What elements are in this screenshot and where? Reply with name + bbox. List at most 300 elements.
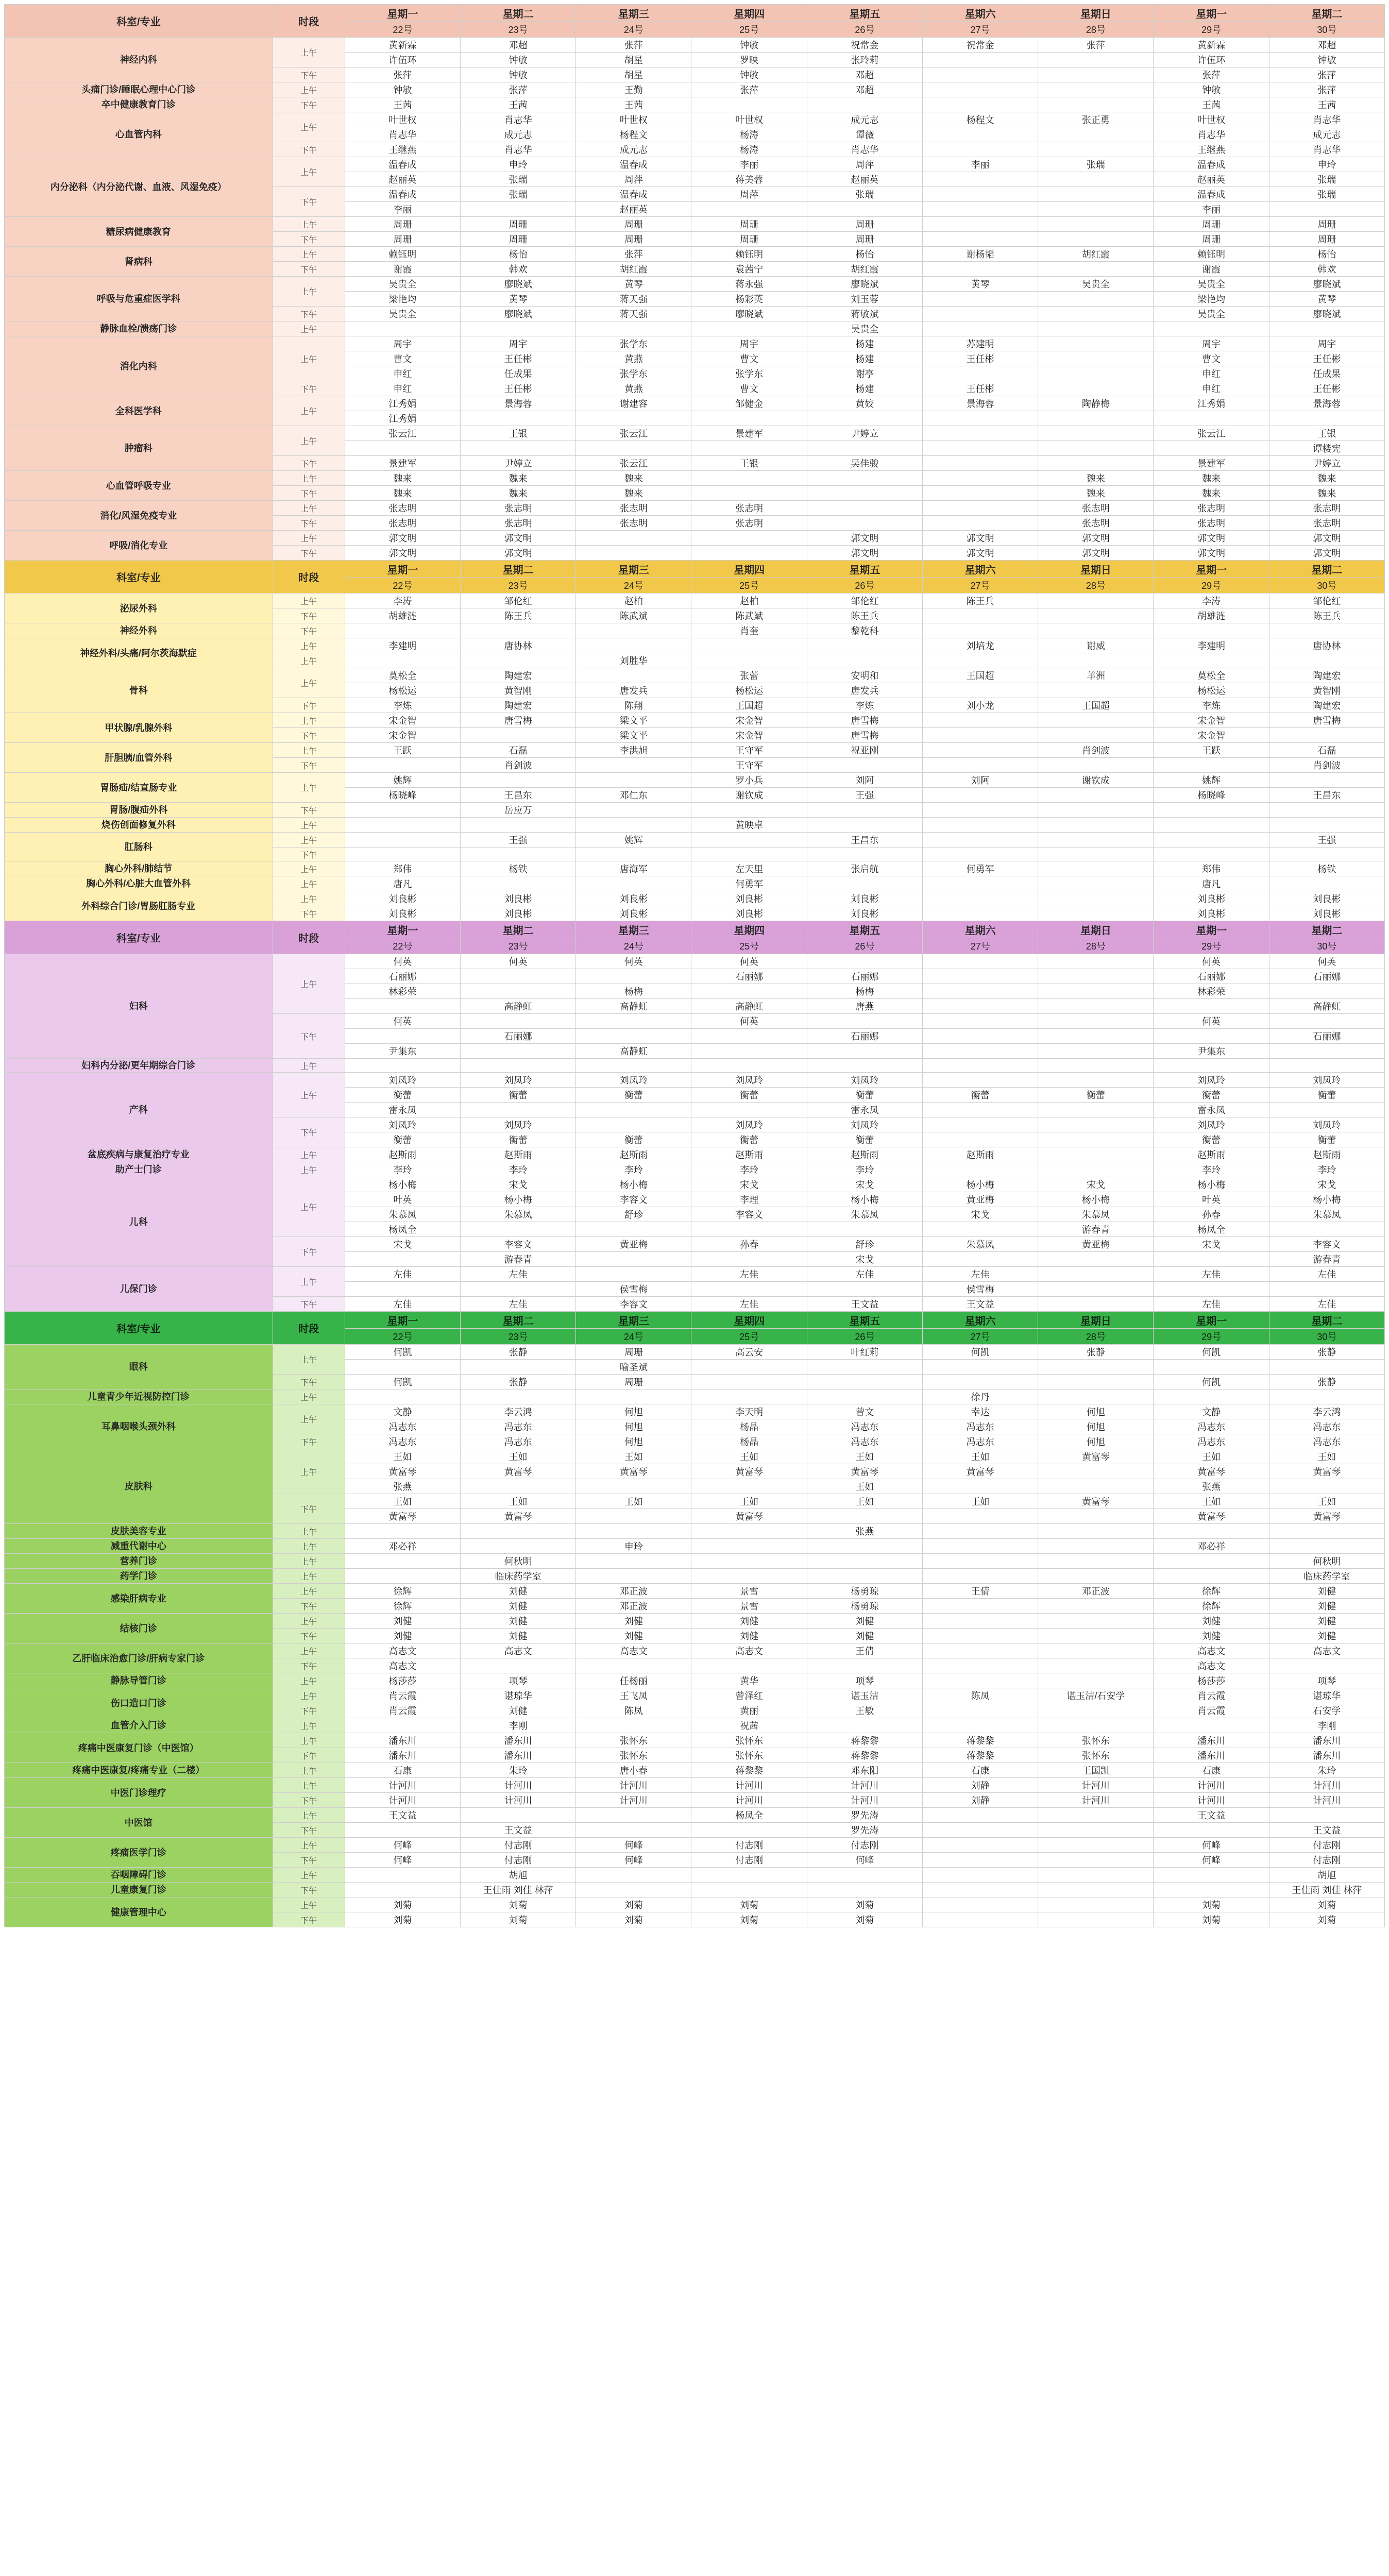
- doctor-cell: 景建军: [691, 426, 807, 441]
- doctor-cell: 周珊: [691, 217, 807, 232]
- doctor-cell: [1154, 1718, 1269, 1733]
- doctor-cell: 徐丹: [922, 1389, 1038, 1404]
- doctor-cell: 温春成: [1154, 157, 1269, 172]
- table-row: [5, 1449, 1385, 1464]
- doctor-cell: [922, 172, 1038, 187]
- doctor-cell: 羊洲: [1038, 668, 1154, 683]
- doctor-cell: 岳应万: [460, 803, 575, 818]
- doctor-cell: 杨梅: [576, 984, 691, 999]
- column-header-date: 26号: [807, 1329, 922, 1345]
- doctor-cell: [922, 1554, 1038, 1569]
- doctor-cell: 尹集东: [345, 1044, 460, 1059]
- doctor-cell: [1038, 366, 1154, 381]
- period-label: 下午: [273, 232, 345, 247]
- doctor-cell: [922, 1375, 1038, 1389]
- doctor-cell: 何英: [691, 1014, 807, 1029]
- doctor-cell: 周珊: [576, 217, 691, 232]
- column-header-date: 23号: [460, 22, 575, 38]
- doctor-cell: [922, 187, 1038, 202]
- doctor-cell: [691, 638, 807, 653]
- doctor-cell: 曾文: [807, 1404, 922, 1419]
- column-header-date: 22号: [345, 22, 460, 38]
- doctor-cell: 谢钦成: [1038, 773, 1154, 788]
- doctor-cell: 幸达: [922, 1404, 1038, 1419]
- period-label: 上午: [273, 157, 345, 187]
- doctor-cell: [1269, 818, 1384, 833]
- doctor-cell: [1038, 142, 1154, 157]
- doctor-cell: [922, 456, 1038, 471]
- doctor-cell: 左佳: [691, 1297, 807, 1312]
- doctor-cell: 何凯: [345, 1375, 460, 1389]
- doctor-cell: [1038, 336, 1154, 351]
- department-name: 血管介入门诊: [5, 1718, 273, 1733]
- doctor-cell: 钟敏: [1269, 53, 1384, 67]
- doctor-cell: 张静: [1038, 1345, 1154, 1360]
- doctor-cell: 左佳: [922, 1267, 1038, 1282]
- doctor-cell: [460, 321, 575, 336]
- doctor-cell: [1269, 1103, 1384, 1117]
- column-header-weekday: 星期四: [691, 5, 807, 22]
- doctor-cell: 谢钦成: [691, 788, 807, 803]
- doctor-cell: 赵斯雨: [460, 1147, 575, 1162]
- doctor-cell: [922, 833, 1038, 848]
- department-name: 助产士门诊: [5, 1162, 273, 1177]
- doctor-cell: [922, 366, 1038, 381]
- doctor-cell: 罗先涛: [807, 1823, 922, 1838]
- doctor-cell: [1269, 1808, 1384, 1823]
- doctor-cell: [345, 1059, 460, 1073]
- clinic-schedule-table: [4, 4, 1385, 1927]
- table-row: [5, 426, 1385, 441]
- table-row: [5, 1345, 1385, 1360]
- doctor-cell: 叶红莉: [807, 1345, 922, 1360]
- doctor-cell: 肖剑波: [1038, 743, 1154, 758]
- column-header-period: 时段: [273, 561, 345, 594]
- department-name: 减重代谢中心: [5, 1539, 273, 1554]
- doctor-cell: 王强: [1269, 833, 1384, 848]
- doctor-cell: [1038, 984, 1154, 999]
- doctor-cell: [922, 1252, 1038, 1267]
- table-row: [5, 1524, 1385, 1539]
- doctor-cell: [922, 1643, 1038, 1658]
- doctor-cell: [460, 984, 575, 999]
- doctor-cell: 王继燕: [1154, 142, 1269, 157]
- doctor-cell: [1038, 1389, 1154, 1404]
- column-header-weekday: 星期一: [1154, 5, 1269, 22]
- doctor-cell: 任成果: [1269, 366, 1384, 381]
- table-row: [5, 1883, 1385, 1897]
- doctor-cell: 许伍环: [1154, 53, 1269, 67]
- doctor-cell: 张志明: [345, 501, 460, 516]
- doctor-cell: [460, 1808, 575, 1823]
- doctor-cell: [922, 1808, 1038, 1823]
- table-row: [5, 217, 1385, 232]
- column-header-weekday: 星期三: [576, 1312, 691, 1329]
- section-header-weekdays: [5, 5, 1385, 22]
- column-header-date: 23号: [460, 1329, 575, 1345]
- doctor-cell: 刘菊: [807, 1897, 922, 1912]
- doctor-cell: 孙春: [691, 1237, 807, 1252]
- doctor-cell: 潘东川: [1269, 1748, 1384, 1763]
- doctor-cell: 申玲: [1269, 157, 1384, 172]
- doctor-cell: 冯志东: [1269, 1419, 1384, 1434]
- column-header-date: 22号: [345, 578, 460, 594]
- doctor-cell: 李洪旭: [576, 743, 691, 758]
- period-label: 上午: [273, 1059, 345, 1073]
- doctor-cell: [1269, 1282, 1384, 1297]
- doctor-cell: 衡蕾: [576, 1132, 691, 1147]
- doctor-cell: [807, 653, 922, 668]
- doctor-cell: [922, 142, 1038, 157]
- doctor-cell: 石磊: [460, 743, 575, 758]
- doctor-cell: 景海蓉: [922, 396, 1038, 411]
- table-row: [5, 638, 1385, 653]
- doctor-cell: 王文益: [345, 1808, 460, 1823]
- period-label: 下午: [273, 758, 345, 773]
- doctor-cell: 黄富琴: [1038, 1494, 1154, 1509]
- doctor-cell: 申红: [1154, 381, 1269, 396]
- table-row: [5, 1763, 1385, 1778]
- doctor-cell: [1038, 307, 1154, 321]
- column-header-weekday: 星期二: [460, 921, 575, 938]
- doctor-cell: 刘静: [922, 1778, 1038, 1793]
- doctor-cell: 何旭: [1038, 1404, 1154, 1419]
- doctor-cell: 刘静: [922, 1793, 1038, 1808]
- doctor-cell: 刘健: [691, 1614, 807, 1629]
- doctor-cell: [1038, 1808, 1154, 1823]
- period-label: 下午: [273, 1117, 345, 1147]
- doctor-cell: [1038, 906, 1154, 921]
- doctor-cell: 石丽娜: [1269, 1029, 1384, 1044]
- doctor-cell: [345, 1252, 460, 1267]
- doctor-cell: 冯志东: [1154, 1419, 1269, 1434]
- doctor-cell: [1038, 1059, 1154, 1073]
- doctor-cell: 朱慕凤: [1269, 1207, 1384, 1222]
- doctor-cell: 刘良彬: [345, 906, 460, 921]
- doctor-cell: 黄富琴: [460, 1464, 575, 1479]
- doctor-cell: 肖志华: [345, 127, 460, 142]
- doctor-cell: 计河川: [460, 1778, 575, 1793]
- section-header-weekdays: [5, 921, 1385, 938]
- doctor-cell: 张志明: [1154, 501, 1269, 516]
- doctor-cell: [807, 1360, 922, 1375]
- period-label: 上午: [273, 426, 345, 456]
- doctor-cell: 王任彬: [460, 381, 575, 396]
- doctor-cell: 王如: [1269, 1494, 1384, 1509]
- doctor-cell: 王倩: [807, 1643, 922, 1658]
- doctor-cell: 刘菊: [345, 1912, 460, 1927]
- table-row: [5, 1688, 1385, 1703]
- doctor-cell: [460, 1282, 575, 1297]
- doctor-cell: 祝茜: [691, 1718, 807, 1733]
- doctor-cell: [807, 441, 922, 456]
- doctor-cell: 胡雄涟: [1154, 608, 1269, 623]
- doctor-cell: [1269, 202, 1384, 217]
- doctor-cell: 周珊: [345, 217, 460, 232]
- doctor-cell: [691, 1524, 807, 1539]
- doctor-cell: [1038, 321, 1154, 336]
- department-name: 胸心外科/肺结节: [5, 861, 273, 876]
- doctor-cell: [807, 202, 922, 217]
- period-label: 上午: [273, 818, 345, 833]
- doctor-cell: 高志文: [1269, 1643, 1384, 1658]
- column-header-weekday: 星期二: [1269, 921, 1384, 938]
- doctor-cell: 衡蕾: [460, 1088, 575, 1103]
- doctor-cell: [345, 623, 460, 638]
- doctor-cell: [1038, 623, 1154, 638]
- doctor-cell: [922, 1059, 1038, 1073]
- doctor-cell: [345, 1868, 460, 1883]
- doctor-cell: 钟敏: [345, 82, 460, 97]
- period-label: 下午: [273, 307, 345, 321]
- doctor-cell: 宋金智: [345, 713, 460, 728]
- doctor-cell: 周珊: [345, 232, 460, 247]
- doctor-cell: 郭文明: [345, 531, 460, 546]
- doctor-cell: 李炼: [807, 698, 922, 713]
- doctor-cell: 杨莎莎: [1154, 1673, 1269, 1688]
- doctor-cell: 林彩荣: [1154, 984, 1269, 999]
- doctor-cell: 杨建: [807, 336, 922, 351]
- doctor-cell: [576, 441, 691, 456]
- doctor-cell: 廖晓斌: [691, 307, 807, 321]
- doctor-cell: 钟敏: [460, 67, 575, 82]
- doctor-cell: 杨勇琼: [807, 1584, 922, 1599]
- doctor-cell: [460, 969, 575, 984]
- doctor-cell: 张静: [460, 1345, 575, 1360]
- doctor-cell: 周珊: [460, 217, 575, 232]
- doctor-cell: [576, 1718, 691, 1733]
- doctor-cell: 吴贵全: [345, 307, 460, 321]
- doctor-cell: 唐雪梅: [460, 713, 575, 728]
- period-label: 上午: [273, 1673, 345, 1688]
- doctor-cell: 黄亚梅: [576, 1237, 691, 1252]
- doctor-cell: 计河川: [691, 1793, 807, 1808]
- table-row: [5, 247, 1385, 262]
- doctor-cell: [345, 653, 460, 668]
- doctor-cell: [460, 411, 575, 426]
- doctor-cell: 张静: [1269, 1345, 1384, 1360]
- doctor-cell: [460, 653, 575, 668]
- doctor-cell: 高志文: [460, 1643, 575, 1658]
- column-header-weekday: 星期五: [807, 561, 922, 578]
- doctor-cell: 刘菊: [1269, 1897, 1384, 1912]
- department-name: 皮肤科: [5, 1449, 273, 1524]
- period-label: 下午: [273, 906, 345, 921]
- doctor-cell: 舒珍: [807, 1237, 922, 1252]
- period-label: 上午: [273, 82, 345, 97]
- doctor-cell: [345, 1554, 460, 1569]
- doctor-cell: 石康: [345, 1763, 460, 1778]
- doctor-cell: 付志刚: [691, 1838, 807, 1853]
- period-label: 上午: [273, 876, 345, 891]
- doctor-cell: 张云江: [1154, 426, 1269, 441]
- doctor-cell: 何旭: [576, 1419, 691, 1434]
- doctor-cell: 雷永凤: [807, 1103, 922, 1117]
- column-header-date: 30号: [1269, 578, 1384, 594]
- period-label: 下午: [273, 803, 345, 818]
- doctor-cell: 王国超: [1038, 698, 1154, 713]
- doctor-cell: 何峰: [1154, 1838, 1269, 1853]
- doctor-cell: 李玲: [345, 1162, 460, 1177]
- doctor-cell: [1038, 232, 1154, 247]
- period-label: 上午: [273, 336, 345, 381]
- department-name: 消化内科: [5, 336, 273, 396]
- doctor-cell: [1038, 426, 1154, 441]
- doctor-cell: [576, 1117, 691, 1132]
- doctor-cell: 唐发兵: [807, 683, 922, 698]
- doctor-cell: [691, 546, 807, 561]
- doctor-cell: 韩欢: [1269, 262, 1384, 277]
- doctor-cell: 刘菊: [691, 1912, 807, 1927]
- doctor-cell: 景建军: [1154, 456, 1269, 471]
- period-label: 上午: [273, 1897, 345, 1912]
- doctor-cell: [922, 1524, 1038, 1539]
- department-name: 泌尿外科: [5, 594, 273, 623]
- column-header-date: 29号: [1154, 578, 1269, 594]
- doctor-cell: 郭文明: [460, 546, 575, 561]
- doctor-cell: [1269, 1222, 1384, 1237]
- doctor-cell: 郭文明: [807, 531, 922, 546]
- doctor-cell: 刘凤玲: [1269, 1073, 1384, 1088]
- doctor-cell: 刘凤玲: [691, 1117, 807, 1132]
- doctor-cell: 计河川: [345, 1793, 460, 1808]
- doctor-cell: [1038, 1073, 1154, 1088]
- doctor-cell: 周宇: [345, 336, 460, 351]
- doctor-cell: 周珊: [807, 217, 922, 232]
- doctor-cell: 王文益: [922, 1297, 1038, 1312]
- doctor-cell: [807, 638, 922, 653]
- doctor-cell: 何英: [460, 954, 575, 969]
- doctor-cell: 刘凤玲: [807, 1073, 922, 1088]
- doctor-cell: 王昌东: [460, 788, 575, 803]
- doctor-cell: 宋戈: [807, 1177, 922, 1192]
- doctor-cell: [807, 411, 922, 426]
- column-header-date: 25号: [691, 938, 807, 954]
- doctor-cell: [691, 653, 807, 668]
- doctor-cell: [1038, 788, 1154, 803]
- doctor-cell: [1038, 411, 1154, 426]
- department-name: 肿瘤科: [5, 426, 273, 471]
- column-header-date: 27号: [922, 1329, 1038, 1345]
- doctor-cell: [922, 891, 1038, 906]
- doctor-cell: 唐雪梅: [807, 728, 922, 743]
- doctor-cell: 徐辉: [345, 1599, 460, 1614]
- doctor-cell: 梁文平: [576, 728, 691, 743]
- column-header-weekday: 星期日: [1038, 561, 1154, 578]
- doctor-cell: [1038, 1883, 1154, 1897]
- doctor-cell: 梁艳均: [1154, 292, 1269, 307]
- doctor-cell: 陶建宏: [460, 698, 575, 713]
- doctor-cell: [1038, 1132, 1154, 1147]
- doctor-cell: [1154, 1360, 1269, 1375]
- doctor-cell: 冯志东: [460, 1434, 575, 1449]
- doctor-cell: [1038, 876, 1154, 891]
- doctor-cell: 王昌东: [1269, 788, 1384, 803]
- doctor-cell: [1038, 1360, 1154, 1375]
- department-name: 心血管呼吸专业: [5, 471, 273, 501]
- doctor-cell: 周萍: [691, 187, 807, 202]
- doctor-cell: 肖奎: [691, 623, 807, 638]
- doctor-cell: 蒋美蓉: [691, 172, 807, 187]
- doctor-cell: 赵丽英: [576, 202, 691, 217]
- doctor-cell: 刘健: [1269, 1614, 1384, 1629]
- doctor-cell: 计河川: [807, 1778, 922, 1793]
- doctor-cell: 张志明: [691, 501, 807, 516]
- period-label: 上午: [273, 653, 345, 668]
- doctor-cell: 张萍: [691, 82, 807, 97]
- doctor-cell: [460, 1389, 575, 1404]
- doctor-cell: [807, 1014, 922, 1029]
- department-name: 呼吸与危重症医学科: [5, 277, 273, 321]
- doctor-cell: 莫松全: [1154, 668, 1269, 683]
- column-header-period: 时段: [273, 1312, 345, 1345]
- doctor-cell: [576, 1479, 691, 1494]
- doctor-cell: 成元志: [1269, 127, 1384, 142]
- period-label: 上午: [273, 217, 345, 232]
- doctor-cell: [1269, 1539, 1384, 1554]
- doctor-cell: 王守军: [691, 743, 807, 758]
- doctor-cell: [691, 1389, 807, 1404]
- doctor-cell: 石丽娜: [1154, 969, 1269, 984]
- doctor-cell: 付志刚: [1269, 1838, 1384, 1853]
- doctor-cell: 宋戈: [691, 1177, 807, 1192]
- doctor-cell: [576, 411, 691, 426]
- doctor-cell: [1154, 1389, 1269, 1404]
- doctor-cell: 黄华: [691, 1673, 807, 1688]
- doctor-cell: 宋戈: [1269, 1177, 1384, 1192]
- doctor-cell: 王如: [691, 1449, 807, 1464]
- doctor-cell: [576, 546, 691, 561]
- column-header-date: 28号: [1038, 1329, 1154, 1345]
- doctor-cell: 刘菊: [1154, 1897, 1269, 1912]
- doctor-cell: [922, 1673, 1038, 1688]
- doctor-cell: [922, 1073, 1038, 1088]
- doctor-cell: 魏来: [576, 486, 691, 501]
- doctor-cell: 王昌东: [807, 833, 922, 848]
- doctor-cell: 黄富琴: [345, 1509, 460, 1524]
- doctor-cell: 温春成: [576, 187, 691, 202]
- column-header-weekday: 星期日: [1038, 921, 1154, 938]
- doctor-cell: 刘菊: [576, 1912, 691, 1927]
- doctor-cell: 朱慕凤: [922, 1237, 1038, 1252]
- doctor-cell: 刘凤玲: [807, 1117, 922, 1132]
- doctor-cell: 黄琴: [922, 277, 1038, 292]
- doctor-cell: 张瑞: [460, 187, 575, 202]
- doctor-cell: [691, 1029, 807, 1044]
- column-header-weekday: 星期六: [922, 921, 1038, 938]
- doctor-cell: 陈凤: [576, 1703, 691, 1718]
- period-label: 下午: [273, 1703, 345, 1718]
- doctor-cell: [691, 97, 807, 112]
- doctor-cell: [1038, 653, 1154, 668]
- doctor-cell: 蒋黎黎: [807, 1748, 922, 1763]
- doctor-cell: 陶静梅: [1038, 396, 1154, 411]
- table-row: [5, 157, 1385, 172]
- doctor-cell: 临床药学室: [1269, 1569, 1384, 1584]
- period-label: 上午: [273, 1778, 345, 1793]
- doctor-cell: 冯志东: [345, 1419, 460, 1434]
- doctor-cell: 刘菊: [1269, 1912, 1384, 1927]
- doctor-cell: [345, 803, 460, 818]
- doctor-cell: 邹伦红: [1269, 594, 1384, 608]
- doctor-cell: [807, 1044, 922, 1059]
- doctor-cell: [922, 1029, 1038, 1044]
- doctor-cell: [576, 803, 691, 818]
- doctor-cell: 谢威: [1038, 638, 1154, 653]
- doctor-cell: 张学东: [691, 366, 807, 381]
- doctor-cell: 成元志: [576, 142, 691, 157]
- period-label: 下午: [273, 608, 345, 623]
